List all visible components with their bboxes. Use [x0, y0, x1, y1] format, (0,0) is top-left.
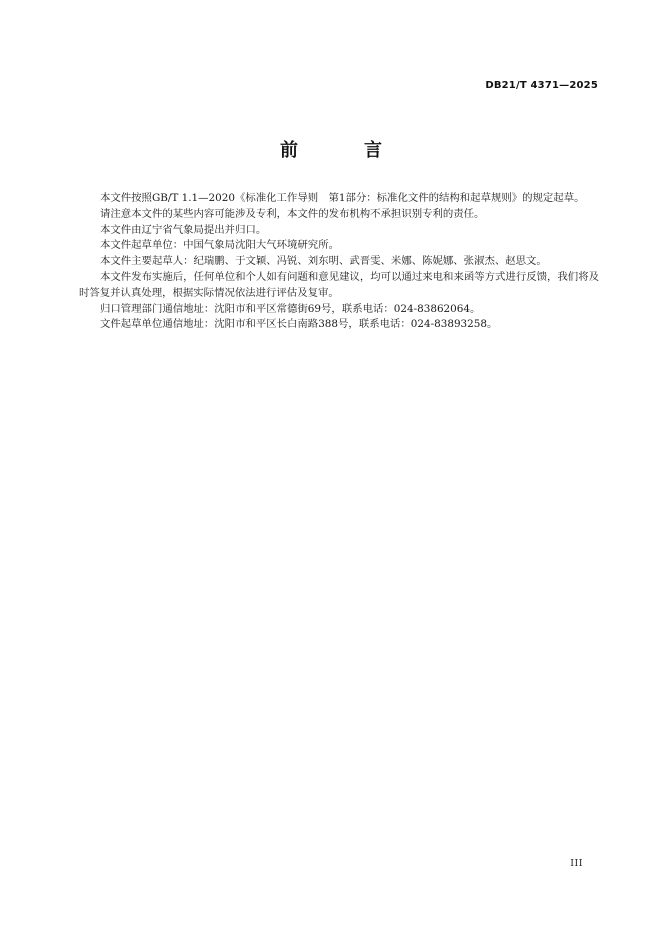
foreword-body [79, 191, 599, 333]
document-code: DB21/T 4371—2025 [485, 80, 598, 91]
paragraph-drafter-contact: 文件起草单位通信地址：沈阳市和平区长白南路388号，联系电话：024-83893258。 [100, 318, 498, 331]
paragraph-drafting-unit: 本文件起草单位：中国气象局沈阳大气环境研究所。 [100, 239, 339, 252]
page-number: III [570, 858, 583, 869]
paragraph-drafting-basis: 本文件按照GB/T 1.1—2020《标准化工作导则 第1部分：标准化文件的结构和起草规则》的规定起草。 [100, 192, 585, 204]
paragraph-patent-notice: 请注意本文件的某些内容可能涉及专利，本文件的发布机构不承担识别专利的责任。 [100, 207, 485, 220]
page-title: 前 言 [280, 140, 406, 161]
paragraph-admin-contact: 归口管理部门通信地址：沈阳市和平区常德街69号，联系电话：024-83862064。 [100, 302, 481, 315]
paragraph-drafters: 本文件主要起草人：纪瑞鹏、于文颖、冯锐、刘东明、武晋雯、米娜、陈妮娜、张淑杰、赵思文。 [100, 255, 547, 268]
paragraph-proposer: 本文件由辽宁省气象局提出并归口。 [100, 223, 267, 236]
paragraph-feedback: 本文件发布实施后，任何单位和个人如有问题和意见建议，均可以通过来电和来函等方式进行反馈，我们将及时答复并认真处理，根据实际情况依法进行评估及复审。 [79, 270, 599, 299]
